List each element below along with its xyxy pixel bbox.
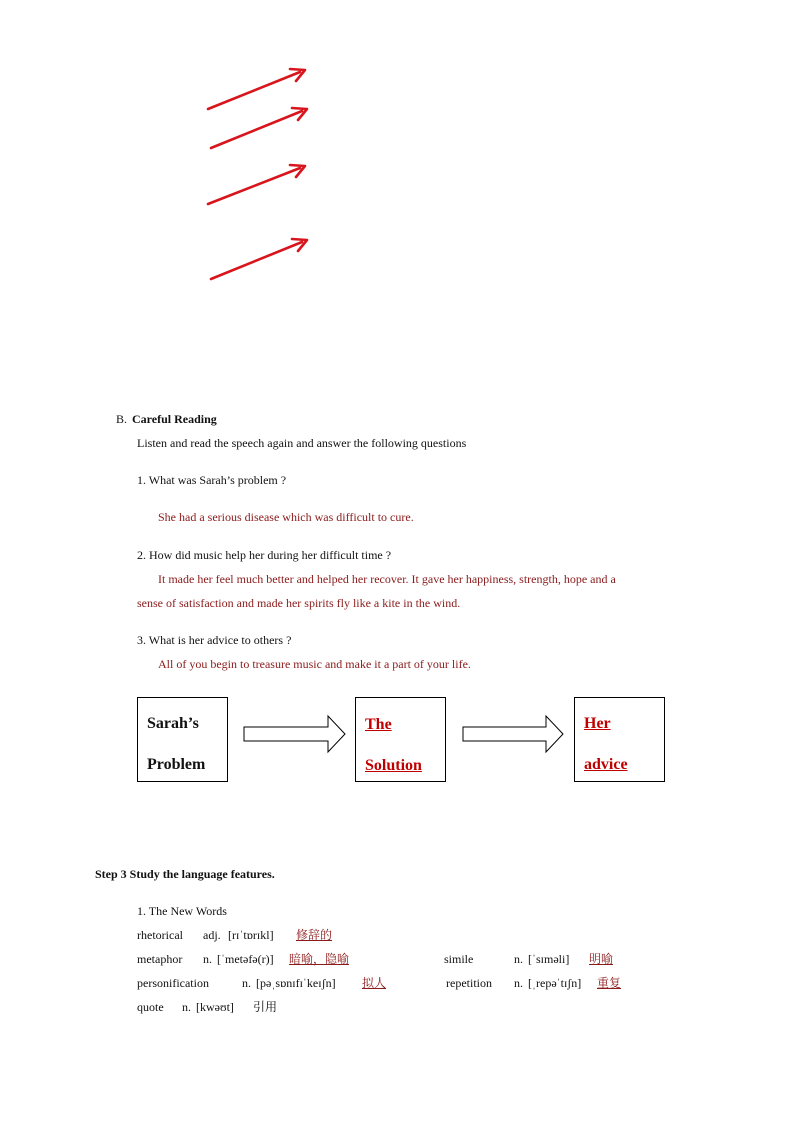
box-line: Her <box>584 715 611 732</box>
box-line: Solution <box>365 757 422 774</box>
vocab-word: personification <box>137 976 209 990</box>
vocab-pos: n. <box>203 952 212 966</box>
vocab-phonetic: [ˌrepəˈtɪʃn] <box>528 976 582 990</box>
vocab-meaning: 暗喻，隐喻 <box>289 952 350 966</box>
vocab-word: rhetorical <box>137 928 183 942</box>
vocab-meaning: 修辞的 <box>296 928 333 942</box>
step-heading: Step 3 Study the language features. <box>95 867 275 881</box>
vocab-meaning: 明喻 <box>589 952 614 966</box>
answer-text: All of you begin to treasure music and make it a part of your life. <box>158 657 471 671</box>
vocab-phonetic: [rɪˈtɒrɪkl] <box>228 928 274 942</box>
vocab-phonetic: [kwəʊt] <box>196 1000 234 1014</box>
vocab-word: quote <box>137 1000 164 1014</box>
answer-text: It made her feel much better and helped her recover. It gave her happiness, strength, hope and a <box>158 572 616 586</box>
flow-box-solution <box>355 697 446 782</box>
block-arrow-icon <box>244 716 345 752</box>
vocab-pos: adj. <box>203 928 221 942</box>
red-arrow-icon <box>211 108 307 148</box>
answer-text: She had a serious disease which was difficult to cure. <box>158 510 414 524</box>
red-arrow-icon <box>208 165 305 204</box>
box-line: Problem <box>147 756 206 773</box>
vocab-pos: n. <box>514 952 523 966</box>
question-text: 1. What was Sarah’s problem ? <box>137 473 287 487</box>
flow-box-problem <box>137 697 228 782</box>
vocab-phonetic: [ˈmetəfə(r)] <box>217 952 274 966</box>
vocab-pos: n. <box>242 976 251 990</box>
subheading: 1. The New Words <box>137 904 227 918</box>
vocab-word: simile <box>444 952 474 966</box>
question-text: 3. What is her advice to others ? <box>137 633 292 647</box>
box-line: advice <box>584 756 628 773</box>
vocab-word: repetition <box>446 976 492 990</box>
flow-box-advice <box>574 697 665 782</box>
vocab-word: metaphor <box>137 952 183 966</box>
red-arrow-icon <box>208 69 305 109</box>
red-arrow-icon <box>211 239 307 279</box>
section-heading: Careful Reading <box>132 412 217 426</box>
box-line: The <box>365 716 392 733</box>
vocab-pos: n. <box>182 1000 191 1014</box>
box-line: Sarah’s <box>147 715 199 732</box>
vocab-meaning: 引用 <box>253 1000 278 1014</box>
section-label: B. <box>116 412 128 426</box>
block-arrow-icon <box>463 716 563 752</box>
vocab-phonetic: [pəˌsɒnɪfɪˈkeɪʃn] <box>256 976 336 990</box>
answer-text-continued: sense of satisfaction and made her spirits fly like a kite in the wind. <box>137 596 461 610</box>
vocab-meaning: 拟人 <box>362 976 387 990</box>
question-text: 2. How did music help her during her difficult time ? <box>137 548 392 562</box>
vocab-meaning: 重复 <box>597 976 622 990</box>
vocab-pos: n. <box>514 976 523 990</box>
vocab-phonetic: [ˈsɪməli] <box>528 952 570 966</box>
instruction-text: Listen and read the speech again and answer the following questions <box>137 436 467 450</box>
